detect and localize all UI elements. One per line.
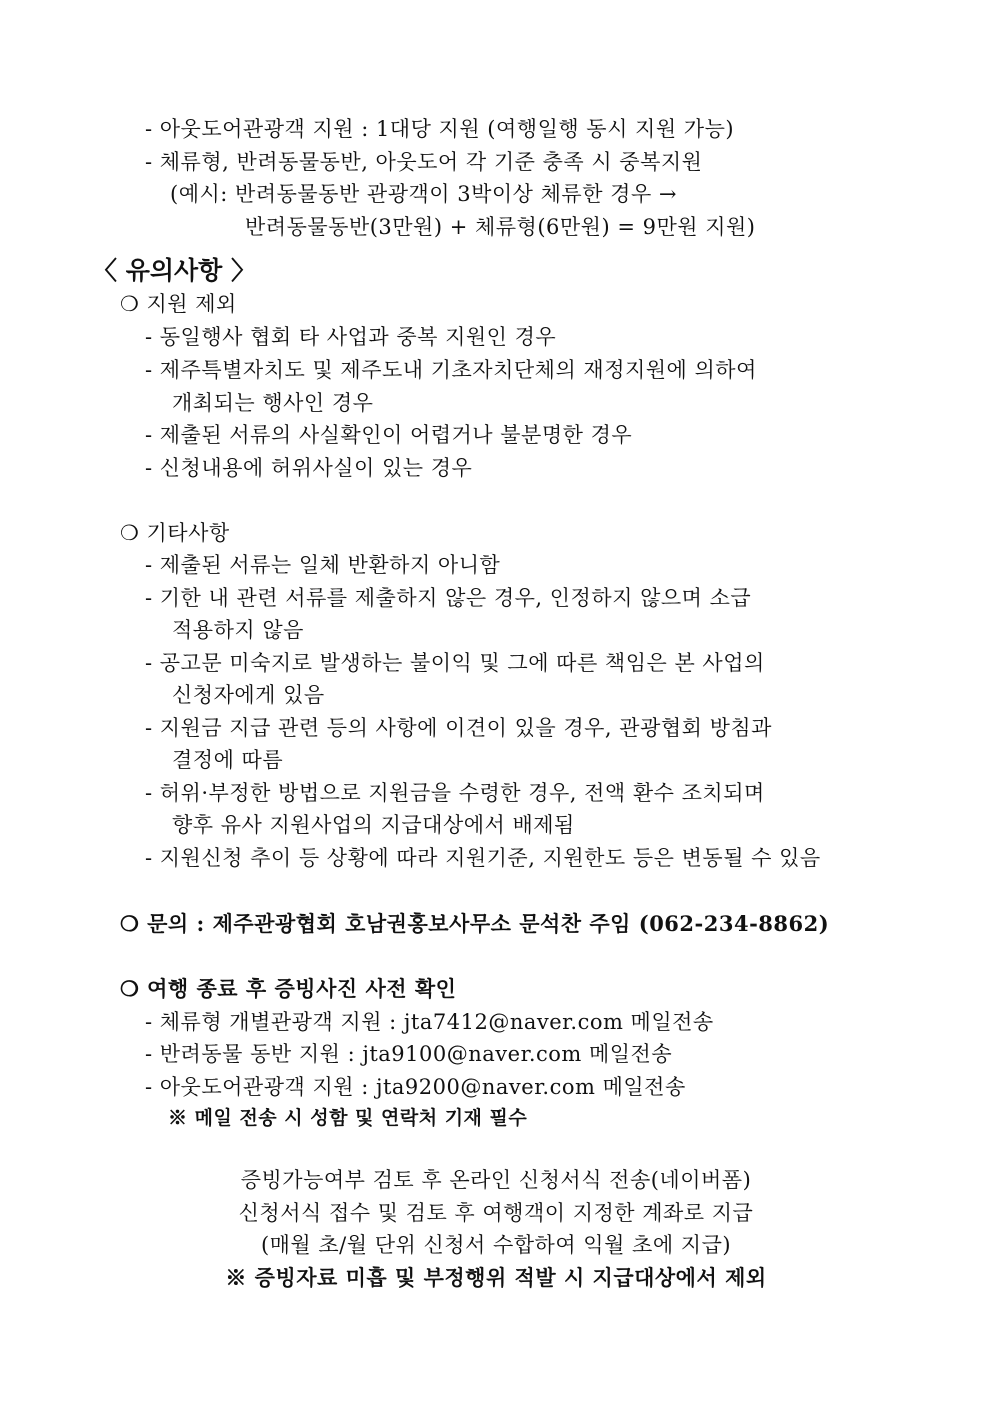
process-line: 증빙가능여부 검토 후 온라인 신청서식 전송(네이버폼) <box>240 1168 752 1192</box>
process-line: (매월 초/월 단위 신청서 수합하여 익월 초에 지급) <box>260 1233 732 1257</box>
notice-heading: 〈 유의사항 〉 <box>92 256 257 285</box>
etc-item-cont: 향후 유사 지원사업의 지급대상에서 배제됨 <box>172 813 575 837</box>
exclusion-item: - 제주특별자치도 및 제주도내 기초자치단체의 재정지원에 의하여 <box>145 358 757 382</box>
proof-email-item: - 반려동물 동반 지원 : jta9100@naver.com 메일전송 <box>145 1042 673 1066</box>
intro-line: - 아웃도어관광객 지원 : 1대당 지원 (여행일행 동시 지원 가능) <box>145 117 735 141</box>
proof-title: ❍ 여행 종료 후 증빙사진 사전 확인 <box>120 976 457 1001</box>
intro-example-line: (예시: 반려동물동반 관광객이 3박이상 체류한 경우 → <box>170 182 677 206</box>
etc-item-cont: 적용하지 않음 <box>172 618 304 642</box>
intro-example-line: 반려동물동반(3만원) + 체류형(6만원) = 9만원 지원) <box>245 215 756 239</box>
etc-item-cont: 신청자에게 있음 <box>172 683 325 707</box>
exclusion-item: - 신청내용에 허위사실이 있는 경우 <box>145 456 473 480</box>
etc-item: - 제출된 서류는 일체 반환하지 아니함 <box>145 553 501 577</box>
etc-item: - 지원금 지급 관련 등의 사항에 이견이 있을 경우, 관광협회 방침과 <box>145 716 772 740</box>
proof-email-item: - 아웃도어관광객 지원 : jta9200@naver.com 메일전송 <box>145 1075 686 1099</box>
process-warning: ※ 증빙자료 미흡 및 부정행위 적발 시 지급대상에서 제외 <box>225 1265 767 1290</box>
exclusion-item-cont: 개최되는 행사인 경우 <box>172 391 374 415</box>
etc-title: ❍ 기타사항 <box>120 521 230 545</box>
proof-email-item: - 체류형 개별관광객 지원 : jta7412@naver.com 메일전송 <box>145 1010 714 1034</box>
inquiry-contact: ❍ 문의 : 제주관광협회 호남권홍보사무소 문석찬 주임 (062-234-8862) <box>120 911 830 936</box>
exclusion-title: ❍ 지원 제외 <box>120 292 237 316</box>
etc-item-cont: 결정에 따름 <box>172 748 284 772</box>
etc-item: - 공고문 미숙지로 발생하는 불이익 및 그에 따른 책임은 본 사업의 <box>145 651 765 675</box>
etc-item: - 지원신청 추이 등 상황에 따라 지원기준, 지원한도 등은 변동될 수 있음 <box>145 846 821 870</box>
process-line: 신청서식 접수 및 검토 후 여행객이 지정한 계좌로 지급 <box>238 1201 754 1225</box>
etc-item: - 허위·부정한 방법으로 지원금을 수령한 경우, 전액 환수 조치되며 <box>145 781 765 805</box>
intro-line: - 체류형, 반려동물동반, 아웃도어 각 기준 충족 시 중복지원 <box>145 150 703 174</box>
proof-note: ※ 메일 전송 시 성함 및 연락처 기재 필수 <box>168 1107 528 1129</box>
etc-item: - 기한 내 관련 서류를 제출하지 않은 경우, 인정하지 않으며 소급 <box>145 586 752 610</box>
exclusion-item: - 제출된 서류의 사실확인이 어렵거나 불분명한 경우 <box>145 423 633 447</box>
exclusion-item: - 동일행사 협회 타 사업과 중복 지원인 경우 <box>145 325 557 349</box>
